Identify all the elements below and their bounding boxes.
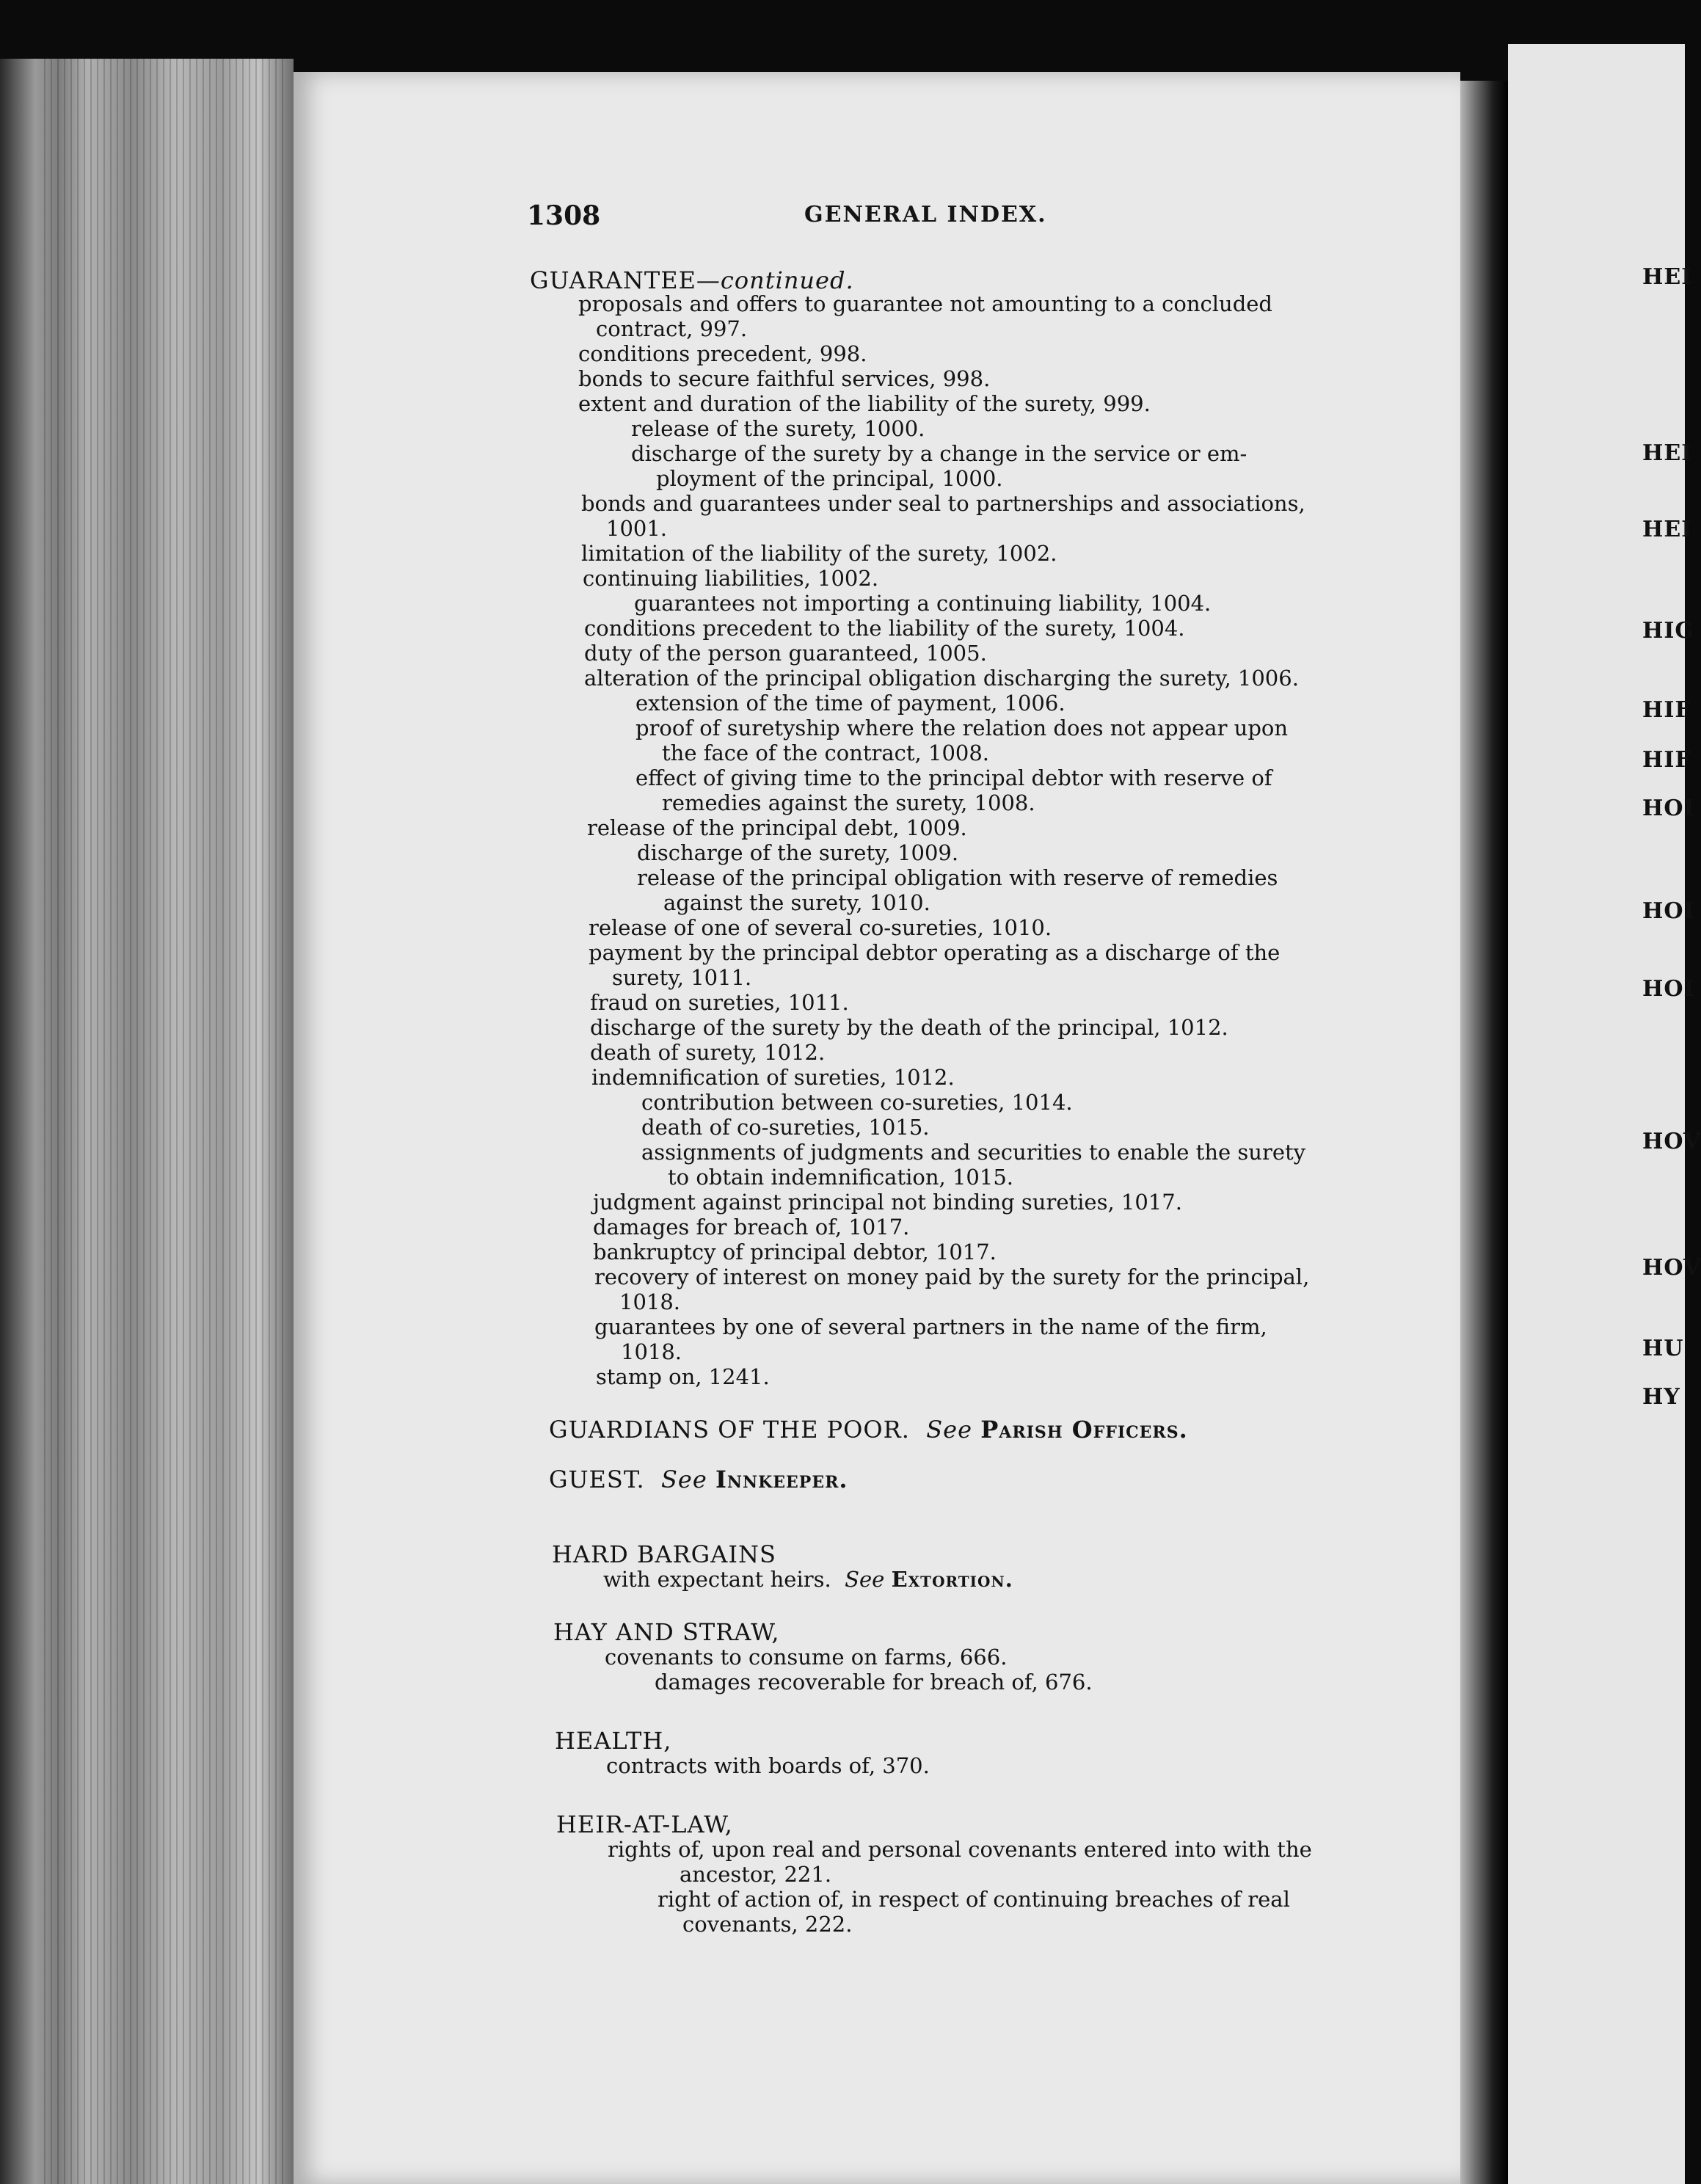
- facing-entry: HEI: [1642, 264, 1693, 290]
- index-line: surety, 1011.: [612, 965, 752, 990]
- index-line: ancestor, 221.: [680, 1862, 832, 1887]
- index-line: limitation of the liability of the surety, 1002.: [581, 541, 1057, 566]
- index-line: fraud on sureties, 1011.: [590, 990, 849, 1015]
- heading-text: GUARDIANS OF THE POOR.: [549, 1416, 910, 1444]
- index-line: death of surety, 1012.: [590, 1040, 826, 1065]
- cross-reference: Extortion.: [891, 1567, 1013, 1592]
- index-page: [294, 72, 1460, 2184]
- index-line: ployment of the principal, 1000.: [656, 466, 1003, 491]
- index-line: covenants, 222.: [682, 1912, 853, 1937]
- index-line: damages recoverable for breach of, 676.: [655, 1670, 1093, 1695]
- facing-entry: HOI: [1642, 796, 1695, 821]
- cross-reference: Innkeeper.: [715, 1466, 848, 1493]
- index-line: extent and duration of the liability of the surety, 999.: [578, 391, 1151, 416]
- index-line: with expectant heirs. See Extortion.: [603, 1567, 1013, 1592]
- index-line: payment by the principal debtor operating as a discharge of the: [589, 940, 1281, 965]
- index-line: discharge of the surety by the death of the principal, 1012.: [590, 1015, 1228, 1040]
- index-line: release of the surety, 1000.: [631, 416, 925, 441]
- index-line: guarantees by one of several partners in the name of the firm,: [594, 1314, 1267, 1339]
- index-line: stamp on, 1241.: [596, 1364, 770, 1389]
- facing-entry: HOV: [1642, 1129, 1701, 1154]
- see-label: See: [926, 1416, 973, 1444]
- index-line: rights of, upon real and personal covenants entered into with the: [608, 1837, 1312, 1862]
- facing-entry: HOI: [1642, 976, 1695, 1002]
- index-line: damages for breach of, 1017.: [593, 1215, 910, 1240]
- index-line: conditions precedent to the liability of the surety, 1004.: [584, 616, 1185, 641]
- index-line: release of the principal debt, 1009.: [587, 815, 967, 840]
- index-line: discharge of the surety by a change in the service or em-: [631, 441, 1247, 466]
- entry-heading-guest: [549, 1468, 848, 1491]
- index-line: proposals and offers to guarantee not amounting to a concluded: [578, 291, 1272, 316]
- facing-entry: HOI: [1642, 898, 1695, 924]
- index-line: indemnification of sureties, 1012.: [591, 1065, 955, 1090]
- entry-heading-health: HEALTH,: [555, 1727, 672, 1755]
- index-line: effect of giving time to the principal debtor with reserve of: [635, 765, 1272, 790]
- index-line: extension of the time of payment, 1006.: [635, 691, 1066, 716]
- entry-heading-guardians: [549, 1416, 1188, 1444]
- index-line: 1018.: [621, 1339, 682, 1364]
- facing-entry: HY: [1642, 1384, 1680, 1410]
- facing-page: [1508, 44, 1701, 2184]
- facing-entry: HEI: [1642, 517, 1693, 542]
- see-label: See: [660, 1466, 707, 1493]
- index-line: 1018.: [619, 1289, 681, 1314]
- book-gutter: [1460, 81, 1508, 2184]
- entry-heading-heir-at-law: HEIR-AT-LAW,: [556, 1810, 733, 1838]
- index-line: contract, 997.: [596, 316, 748, 341]
- index-line: discharge of the surety, 1009.: [637, 840, 959, 865]
- index-line: 1001.: [606, 516, 668, 541]
- index-line: death of co-sureties, 1015.: [641, 1115, 930, 1140]
- facing-entry: HEI: [1642, 440, 1693, 466]
- index-line: guarantees not importing a continuing liability, 1004.: [634, 591, 1212, 616]
- running-header: GENERAL INDEX.: [804, 202, 1047, 228]
- entry-heading-hay-and-straw: HAY AND STRAW,: [553, 1618, 780, 1646]
- index-line: the face of the contract, 1008.: [662, 740, 990, 765]
- index-line: bankruptcy of principal debtor, 1017.: [593, 1240, 997, 1264]
- page-number: 1308: [527, 200, 601, 231]
- index-line: remedies against the surety, 1008.: [662, 790, 1035, 815]
- index-line: release of the principal obligation with reserve of remedies: [637, 865, 1278, 890]
- entry-heading-guarantee: [530, 266, 854, 294]
- facing-entry: HOV: [1642, 1255, 1701, 1281]
- index-line: duty of the person guaranteed, 1005.: [584, 641, 987, 666]
- index-line: covenants to consume on farms, 666.: [605, 1645, 1008, 1670]
- index-line: judgment against principal not binding sureties, 1017.: [593, 1190, 1182, 1215]
- see-label: See: [845, 1567, 885, 1592]
- index-line: alteration of the principal obligation discharging the surety, 1006.: [584, 666, 1299, 691]
- index-line: bonds and guarantees under seal to partnerships and associations,: [581, 491, 1305, 516]
- index-line: proof of suretyship where the relation does not appear upon: [635, 716, 1289, 740]
- heading-text: GUEST.: [549, 1466, 645, 1493]
- facing-entry: HIF: [1642, 747, 1691, 773]
- heading-text: GUARANTEE—: [530, 266, 721, 294]
- heading-continued: continued.: [720, 266, 854, 294]
- book-page-edges: [0, 59, 294, 2184]
- facing-entry: HU: [1642, 1336, 1684, 1361]
- index-line: contribution between co-sureties, 1014.: [641, 1090, 1073, 1115]
- index-line: recovery of interest on money paid by the surety for the principal,: [594, 1264, 1310, 1289]
- index-line: release of one of several co-sureties, 1010.: [589, 915, 1052, 940]
- index-line: conditions precedent, 998.: [578, 341, 867, 366]
- index-line: right of action of, in respect of continuing breaches of real: [658, 1887, 1290, 1912]
- entry-heading-hard-bargains: HARD BARGAINS: [552, 1540, 776, 1568]
- index-line: against the surety, 1010.: [663, 890, 930, 915]
- index-line: contracts with boards of, 370.: [606, 1753, 930, 1778]
- facing-entry: HIF: [1642, 697, 1691, 723]
- index-line: assignments of judgments and securities to enable the surety: [641, 1140, 1306, 1165]
- facing-entry: HIG: [1642, 618, 1694, 644]
- page-edge-lines: [44, 59, 286, 2184]
- index-line: bonds to secure faithful services, 998.: [578, 366, 991, 391]
- index-line: to obtain indemnification, 1015.: [668, 1165, 1013, 1190]
- index-line: continuing liabilities, 1002.: [583, 566, 879, 591]
- cross-reference: Parish Officers.: [980, 1416, 1188, 1444]
